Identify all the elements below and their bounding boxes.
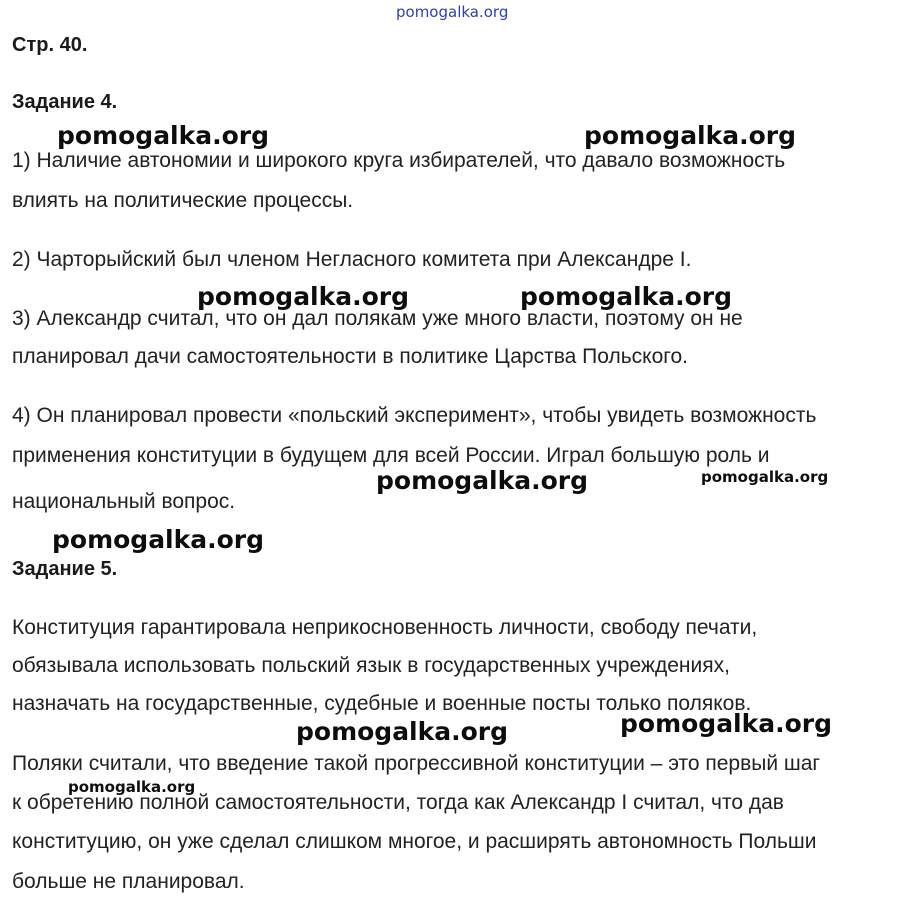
task4-line: национальный вопрос. xyxy=(12,490,236,513)
watermark: pomogalka.org xyxy=(376,466,589,495)
page-label: Стр. 40. xyxy=(12,34,88,56)
watermark: pomogalka.org xyxy=(584,121,797,150)
task4-line: 2) Чарторыйский был членом Негласного комитета при Александре I. xyxy=(12,248,692,271)
task5-heading: Задание 5. xyxy=(12,558,118,580)
watermark: pomogalka.org xyxy=(296,717,509,746)
task5-line: конституцию, он уже сделал слишком многое, и расширять автономность Польши xyxy=(12,830,817,853)
task4-line: планировал дачи самостоятельности в политике Царства Польского. xyxy=(12,345,688,368)
task4-line: влиять на политические процессы. xyxy=(12,189,354,212)
task5-line: к обретению полной самостоятельности, тогда как Александр I считал, что дав xyxy=(12,791,784,814)
task4-line: 1) Наличие автономии и широкого круга избирателей, что давало возможность xyxy=(12,149,786,172)
task5-line: Поляки считали, что введение такой прогрессивной конституции – это первый шаг xyxy=(12,752,821,775)
task5-line: назначать на государственные, судебные и военные посты только поляков. xyxy=(12,692,752,715)
task5-line: Конституция гарантировала неприкосновенность личности, свободу печати, xyxy=(12,616,758,639)
task4-heading: Задание 4. xyxy=(12,91,118,113)
watermark: pomogalka.org xyxy=(197,282,410,311)
task5-line: обязывала использовать польский язык в государственных учреждениях, xyxy=(12,654,730,677)
task4-line: 3) Александр считал, что он дал полякам уже много власти, поэтому он не xyxy=(12,307,743,330)
watermark-top: pomogalka.org xyxy=(396,3,509,21)
watermark: pomogalka.org xyxy=(68,778,196,796)
watermark: pomogalka.org xyxy=(520,282,733,311)
task4-line: применения конституции в будущем для всей России. Играл большую роль и xyxy=(12,444,770,467)
watermark: pomogalka.org xyxy=(52,525,265,554)
watermark: pomogalka.org xyxy=(620,709,833,738)
task5-line: больше не планировал. xyxy=(12,870,245,893)
task4-line: 4) Он планировал провести «польский эксперимент», чтобы увидеть возможность xyxy=(12,404,817,427)
watermark: pomogalka.org xyxy=(701,468,829,486)
watermark: pomogalka.org xyxy=(57,121,270,150)
